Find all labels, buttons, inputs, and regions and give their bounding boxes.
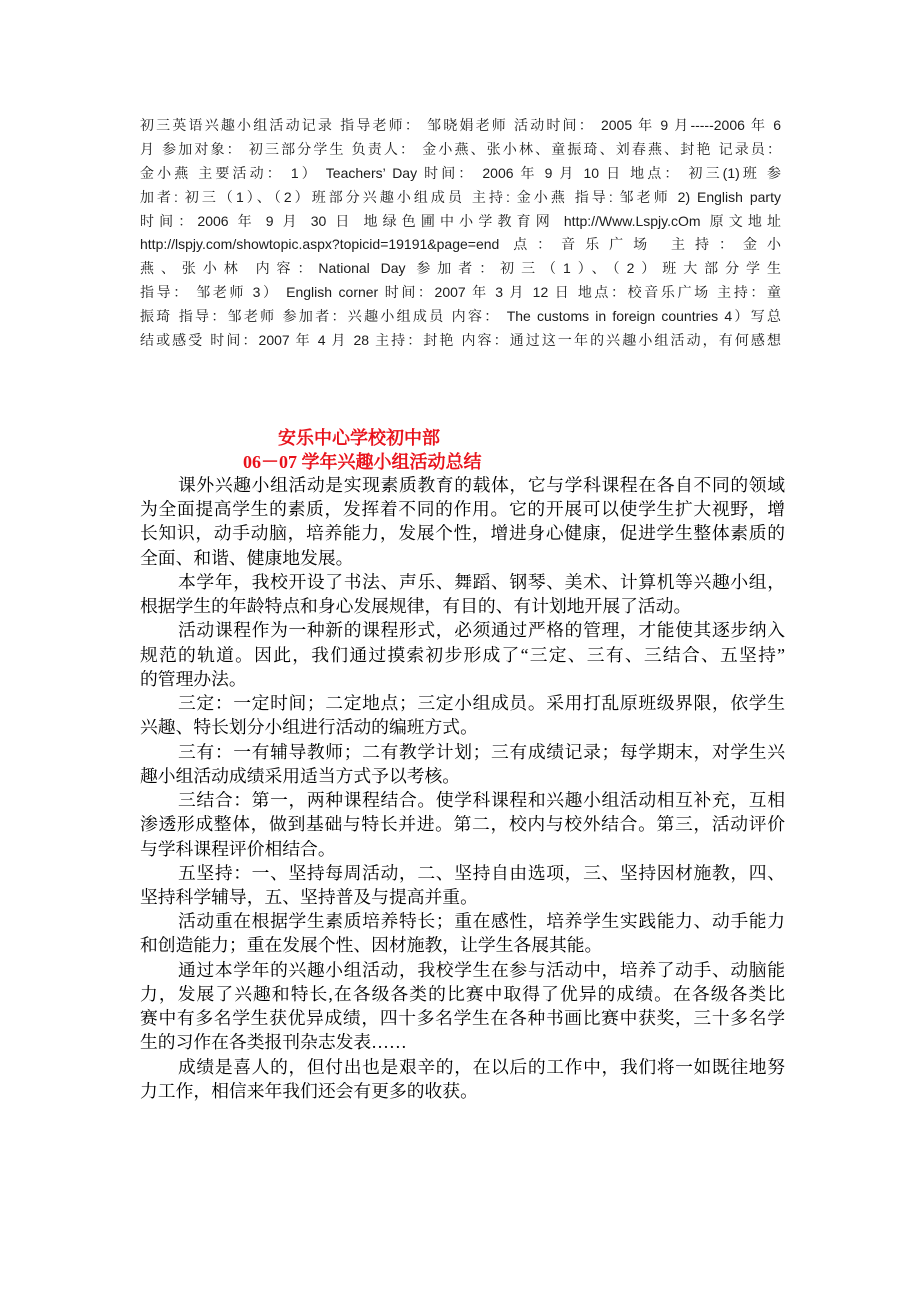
- summary-line: 三定：一定时间；二定地点；三定小组成员。采用打乱原班级界限，依学生: [178, 693, 785, 714]
- record-line: 结或感受 时间：2007 年 4 月 28 主持：封艳 内容：通过这一年的兴趣小组活动，有何感想: [140, 332, 781, 349]
- paragraph: [140, 691, 785, 739]
- summary-line: 和创造能力；重在发展个性、因材施教，让学生各展其能。: [140, 935, 603, 956]
- summary-line: 生的习作在各类报刊杂志发表……: [140, 1032, 407, 1053]
- summary-line: 五坚持：一、坚持每周活动，二、坚持自由选项，三、坚持因材施教，四、: [178, 862, 785, 883]
- summary-line: 全面、和谐、健康地发展。: [140, 547, 354, 568]
- paragraph: [140, 618, 785, 691]
- summary-line: 课外兴趣小组活动是实现素质教育的载体，它与学科课程在各自不同的领域: [178, 475, 785, 495]
- summary-line: 三结合：第一，两种课程结合。使学科课程和兴趣小组活动相互补充，互相: [178, 790, 785, 811]
- summary-line: 本学年，我校开设了书法、声乐、舞蹈、钢琴、美术、计算机等兴趣小组，: [178, 571, 785, 592]
- summary-line: 成绩是喜人的，但付出也是艰辛的，在以后的工作中，我们将一如既往地努: [178, 1056, 785, 1077]
- paragraph: [140, 861, 785, 909]
- summary-line: 的管理办法。: [140, 668, 247, 689]
- summary-line: 三有：一有辅导教师；二有教学计划；三有成绩记录；每学期末，对学生兴: [178, 741, 785, 762]
- school-name-heading: 安乐中心学校初中部: [278, 428, 440, 448]
- record-line: 加者: 初三（1）、（2）班部分兴趣小组成员 主持: 金小燕 指导: 邹老师 2) English party: [140, 188, 781, 205]
- record-line: 月 参加对象： 初三部分学生 负责人： 金小燕、张小林、童振琦、刘春燕、封艳 记录员：: [140, 140, 781, 157]
- record-line: 初三英语兴趣小组活动记录 指导老师： 邹晓娟老师 活动时间： 2005 年 9 月-----2006 年 6: [140, 117, 781, 133]
- summary-line: 渗透形成整体，做到基础与特长并进。第二，校内与校外结合。第三，活动评价: [140, 814, 785, 835]
- summary-line: 长知识，动手动脑，培养能力，发展个性，增进身心健康，促进学生整体素质的: [140, 523, 785, 544]
- record-line: http://lspjy.com/showtopic.aspx?topicid=19191&page=end 点：音乐广场 主持：金小: [140, 236, 781, 253]
- record-line: 时间：2006 年 9 月 30 日 地绿色圃中小学教育网 http://Www.Lspjy.cOm 原文地址: [140, 212, 781, 229]
- summary-line: 与学科课程评价相结合。: [140, 838, 336, 859]
- record-line: 指导： 邹老师 3） English corner 时间：2007 年 3 月 12 日 地点：校音乐广场 主持：童: [140, 284, 781, 301]
- paragraph: [140, 958, 785, 1055]
- summary-line: 为全面提高学生的素质，发挥着不同的作用。它的开展可以使学生扩大视野，增: [140, 499, 785, 520]
- summary-line: 坚持科学辅导，五、坚持普及与提高并重。: [140, 886, 478, 907]
- paragraph: [140, 1055, 785, 1103]
- summary-line: 活动重在根据学生素质培养特长；重在感性，培养学生实践能力、动手能力: [178, 911, 785, 932]
- activity-record: [140, 114, 781, 353]
- summary-line: 活动课程作为一种新的课程形式，必须通过严格的管理，才能使其逐步纳入: [178, 620, 785, 641]
- summary-line: 力，发展了兴趣和特长,在各级各类的比赛中取得了优异的成绩。在各级各类比: [140, 983, 785, 1004]
- summary-line: 兴趣、特长划分小组进行活动的编班方式。: [140, 717, 478, 738]
- paragraph: [140, 740, 785, 788]
- summary-line: 赛中有多名学生获优异成绩，四十多名学生在各种书画比赛中获奖，三十多名学: [140, 1008, 785, 1029]
- summary-line: 规范的轨道。因此，我们通过摸索初步形成了“三定、三有、三结合、五坚持”: [140, 644, 785, 665]
- paragraph: [140, 788, 785, 861]
- record-line: 振琦 指导：邹老师 参加者：兴趣小组成员 内容： The customs in foreign countries 4）写总: [140, 308, 781, 325]
- paragraph: [140, 473, 785, 570]
- summary-line: 根据学生的年龄特点和身心发展规律，有目的、有计划地开展了活动。: [140, 596, 692, 617]
- summary-line: 通过本学年的兴趣小组活动，我校学生在参与活动中，培养了动手、动脑能: [178, 959, 785, 980]
- paragraph: [140, 570, 785, 618]
- record-line: 燕、张小林 内容：National Day 参加者：初三（1）、（2）班大部分学生: [140, 260, 781, 277]
- paragraph: [140, 909, 785, 957]
- summary-line: 趣小组活动成绩采用适当方式予以考核。: [140, 765, 461, 786]
- summary-line: 力工作，相信来年我们还会有更多的收获。: [140, 1080, 478, 1101]
- record-line: 金小燕 主要活动： 1） Teachers’ Day 时间： 2006 年 9 月 10 日 地点： 初三(1)班 参: [140, 164, 781, 181]
- summary-body: [140, 473, 785, 1103]
- summary-title-heading: 06－07 学年兴趣小组活动总结: [243, 452, 482, 472]
